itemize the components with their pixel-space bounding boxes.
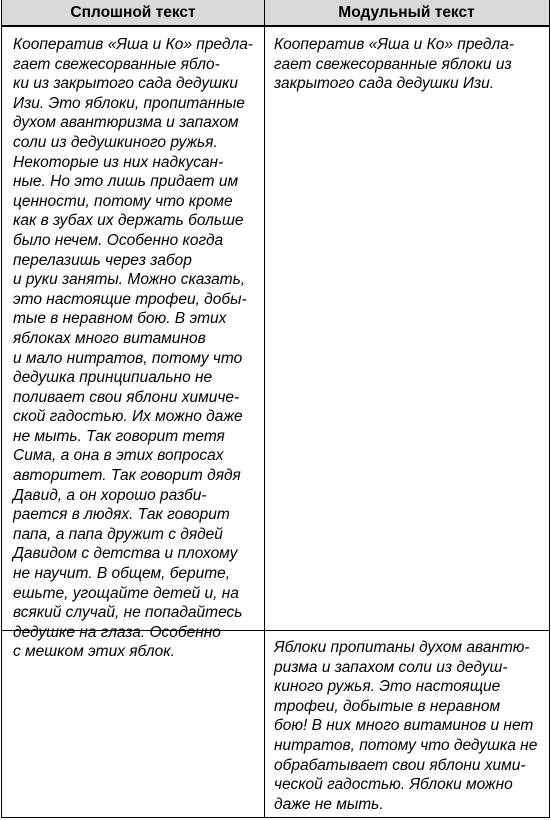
text-line: Сима, а она в этих вопросах — [13, 447, 224, 465]
comparison-table — [1, 0, 550, 818]
solid-text-cell — [13, 35, 259, 662]
text-line: бою! В них много витаминов и нет — [274, 717, 534, 735]
text-line: перелазишь через забор — [13, 251, 192, 269]
text-line: соли из дедушкиного ружья. — [13, 133, 218, 151]
text-line: и мало нитратов, потому что — [13, 349, 243, 367]
text-line: дедушке на глаза. Особенно — [13, 623, 221, 641]
text-line: папа, а папа дружит с дядей — [13, 525, 223, 543]
text-line: рается в людях. Так говорит — [13, 506, 230, 524]
text-line: ценности, потому что кроме — [13, 192, 233, 210]
table-header — [2, 0, 549, 27]
header-modular-text: Модульный текст — [338, 4, 475, 21]
text-line: обрабатывает свои яблони хими- — [274, 756, 526, 774]
text-line: духом авантюризма и запахом — [13, 114, 239, 132]
text-line: ешьте, угощайте детей и, на — [13, 584, 239, 602]
text-line: ные. Но это лишь придает им — [13, 173, 239, 191]
text-line: с мешком этих яблок. — [13, 643, 175, 661]
modular-text-cell-2 — [274, 638, 546, 814]
text-line: ки из закрытого сада дедушки — [13, 75, 238, 93]
text-line: нитратов, потому что дедушка не — [274, 736, 538, 754]
text-line: Кооператив «Яша и Ко» предла- — [274, 36, 514, 53]
text-line: гает свежесорванные яблоки из — [274, 55, 512, 73]
text-line: это настоящие трофеи, добы- — [13, 290, 247, 308]
text-line: Изи. Это яблоки, пропитанные — [13, 94, 245, 112]
text-line: Некоторые из них надкусан- — [13, 153, 224, 171]
text-line: даже не мыть. — [274, 795, 384, 813]
text-line: киного ружья. Это настоящие — [274, 678, 501, 696]
text-line: тые в неравном бою. В этих — [13, 310, 227, 328]
text-line: ризма и запахом соли из дедуш- — [274, 658, 508, 676]
header-solid-text: Сплошной текст — [70, 4, 196, 21]
text-line: авторитет. Так говорит дядя — [13, 467, 241, 485]
text-line: Давид, а он хорошо разби- — [13, 486, 207, 504]
text-line: поливает свои яблони химиче- — [13, 388, 240, 406]
text-line: было нечем. Особенно когда — [13, 231, 224, 249]
text-line: гает свежесорванные ябло- — [13, 55, 220, 73]
text-line: ческой гадостью. Яблоки можно — [274, 776, 513, 794]
text-line: как в зубах их держать больше — [13, 212, 244, 230]
text-line: всякий случай, не попадайтесь — [13, 604, 243, 622]
text-line: ской гадостью. Их можно даже — [13, 408, 243, 426]
text-line: Яблоки пропитаны духом авантю- — [274, 639, 530, 656]
column-divider — [264, 0, 265, 818]
text-line: не мыть. Так говорит тетя — [13, 427, 225, 445]
text-line: яблоках много витаминов — [13, 329, 206, 347]
text-line: и руки заняты. Можно сказать, — [13, 271, 246, 289]
text-line: трофеи, добытые в неравном — [274, 697, 501, 715]
text-line: дедушка принципиально не — [13, 369, 213, 387]
modular-text-cell-1 — [274, 35, 546, 94]
text-line: закрытого сада дедушки Изи. — [274, 75, 495, 93]
text-line: Кооператив «Яша и Ко» предла- — [13, 36, 253, 53]
text-line: Давидом с детства и плохому — [13, 545, 238, 563]
text-line: не научит. В общем, берите, — [13, 565, 231, 583]
